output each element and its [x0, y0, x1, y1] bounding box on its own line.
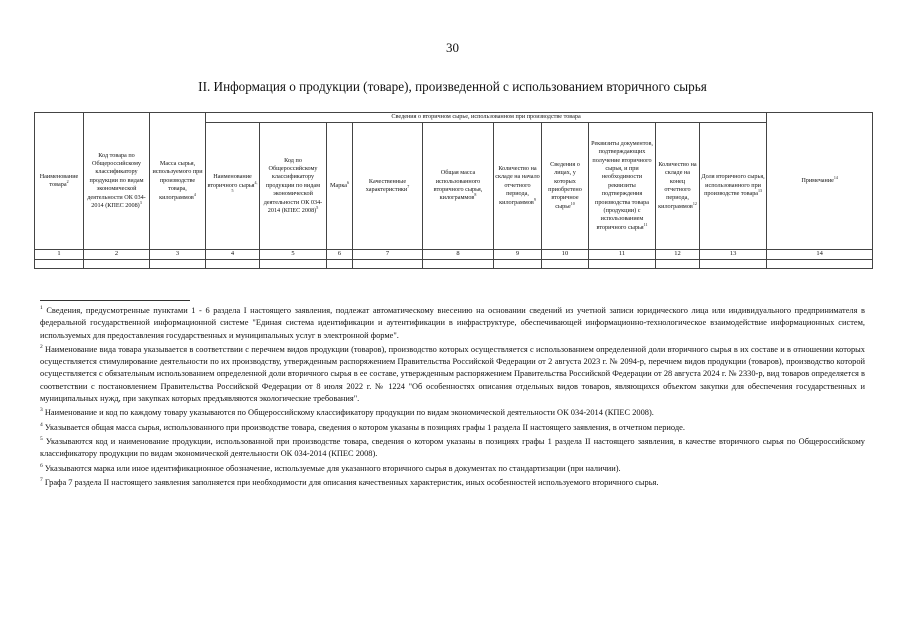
empty-cell[interactable]: [353, 259, 423, 268]
empty-cell[interactable]: [589, 259, 656, 268]
column-header-label: Код товара по Общероссийскому классификатору продукции по видам экономической деятельности ОК 034-2014 (КПЕС 2008): [87, 151, 146, 209]
column-header-label: Количество на складе на начало отчетного периода, килограммов: [495, 165, 540, 206]
footnote-text: Указывается общая масса сырья, использованного при производстве товара, сведения о котором указаны в позициях графы 1 раздела II настоящего заявления, в отчетном периоде.: [42, 422, 685, 432]
footnote-number: 6: [40, 462, 43, 469]
footnote: [40, 477, 865, 489]
footnote-ref: 13: [758, 188, 763, 194]
empty-cell[interactable]: [542, 259, 589, 268]
empty-cell[interactable]: [494, 259, 542, 268]
footnotes: [40, 305, 865, 491]
column-header-label: Качественные характеристики: [365, 177, 408, 193]
header-cell: [35, 113, 84, 250]
footnote-ref: 10: [570, 200, 575, 206]
header-cell: [150, 113, 206, 250]
column-header-label: Код по Общероссийскому классификатору продукции по видам экономической деятельности ОК 034-2014 (КПЕС 2008): [263, 156, 323, 214]
footnote-ref: 5: [316, 204, 319, 210]
column-number: 3: [150, 250, 206, 260]
section-title: II. Информация о продукции (товаре), произведенной с использованием вторичного сырья: [198, 79, 707, 94]
empty-cell[interactable]: [767, 259, 873, 268]
header-cell: [542, 123, 589, 250]
footnote-ref: 2: [66, 178, 69, 184]
empty-cell[interactable]: [700, 259, 767, 268]
column-number: 11: [589, 250, 656, 260]
column-number: 6: [327, 250, 353, 260]
column-header-label: Сведения о лицах, у которых приобретено вторичное сырье: [548, 160, 582, 210]
empty-cell[interactable]: [84, 259, 150, 268]
column-number: 2: [84, 250, 150, 260]
header-cell: [656, 123, 700, 250]
column-number: 14: [767, 250, 873, 260]
footnote-text: Наименование и код по каждому товару указываются по Общероссийскому классификатору продукции по видам экономической деятельности ОК 034-2014 (КПЕС 2008).: [42, 408, 654, 418]
column-header-label: Наименование товара: [39, 172, 79, 188]
footnote-ref: 7: [407, 183, 410, 189]
footnote-ref: 9: [533, 196, 536, 202]
footnote-ref: 4, 5: [231, 179, 258, 194]
footnote-text: Указываются марка или иное идентификационное обозначение, используемые для указанного вторичного сырья в документах по стандартизации (при наличии).: [42, 463, 621, 473]
column-header-label: Общая масса использованного вторичного сырья, килограммов: [433, 169, 483, 202]
column-header-label: Наименование вторичного сырья: [207, 173, 255, 189]
footnote-number: 2: [40, 344, 43, 351]
footnote-ref: 14: [833, 174, 838, 180]
footnote-separator: [40, 300, 190, 301]
empty-cell[interactable]: [327, 259, 353, 268]
footnote-number: 5: [40, 436, 43, 443]
footnote: [40, 305, 865, 342]
column-number: 1: [35, 250, 84, 260]
column-number: 8: [423, 250, 494, 260]
column-number: 10: [542, 250, 589, 260]
empty-cell[interactable]: [656, 259, 700, 268]
header-cell: [423, 123, 494, 250]
footnote-number: 1: [40, 305, 43, 312]
header-cell: [589, 123, 656, 250]
column-header-label: Примечание: [801, 176, 834, 184]
column-number: 13: [700, 250, 767, 260]
footnote-text: Сведения, предусмотренные пунктами 1 - 6 раздела I настоящего заявления, подлежат автоматическому внесению на основании сведений из учетной записи юридического лица или индивидуального предпринимателя в федеральной государственной информационной системе "Единая система идентификации и аутентификации в инфраструктуре, обеспечивающей информационно-технологическое взаимодействие информационных систем, используемых для предоставления государственных и муниципальных услуг в электронной форме".: [40, 306, 865, 340]
header-cell: [84, 113, 150, 250]
column-header-label: Доля вторичного сырья, использованного при производстве товара: [701, 173, 765, 198]
footnote: [40, 422, 865, 434]
footnote-ref: 8: [474, 192, 477, 198]
empty-cell[interactable]: [150, 259, 206, 268]
header-cell: [327, 123, 353, 250]
footnote-number: 7: [40, 477, 43, 484]
footnote-ref: 11: [643, 221, 648, 227]
column-header-label: Количество на складе на конец отчетного периода, килограммов: [658, 160, 697, 210]
column-header-label: Реквизиты документов, подтверждающих получение вторичного сырья, и при необходимости реквизиты подтверждения производства товара (продукции) с использованием вторичного сырья: [591, 140, 653, 231]
footnote-number: 3: [40, 407, 43, 414]
page-number: 30: [446, 40, 459, 55]
footnote-ref: 12: [692, 200, 697, 206]
header-cell: [260, 123, 327, 250]
column-number: 4: [206, 250, 260, 260]
footnote-text: Наименование вида товара указывается в соответствии с перечнем видов продукции (товаров), производство которых осуществляется с использованием определенной доли вторичного сырья в их составе и в отношении которых осуществляется стимулирование деятельности по их производству, утвержденным распоряжением Правительства Российской Федерации от 2 августа 2023 г. № 2094-р, перечнем видов продукции (товаров), производство которой осуществляется с обязательным использованием определенной доли вторичного сырья в ее составе, утвержденным распоряжением Правительства Российской Федерации от 28 августа 2024 г. № 2330-р, вид товаров определяется в соответствии с постановлением Правительства Российской Федерации от 8 июля 2022 г. № 1224 "Об особенностях описания отдельных видов товаров, являющихся объектом закупки для обеспечения государственных и муниципальных нужд, при закупках которых предъявляются экологические требования".: [40, 344, 865, 404]
header-cell: [767, 113, 873, 250]
footnote-number: 4: [40, 421, 43, 428]
column-number: 12: [656, 250, 700, 260]
empty-cell[interactable]: [206, 259, 260, 268]
group-header: Сведения о вторичном сырье, использованном при производстве товара: [206, 113, 767, 123]
secondary-raw-materials-table: [34, 112, 873, 269]
header-cell: [494, 123, 542, 250]
footnote-text: Указываются код и наименование продукции, использованной при производстве товара, сведения о котором указаны в позициях графы 1 раздела II настоящего заявления, в качестве вторичного сырья по Общероссийскому классификатору продукции по видам экономической деятельности ОК 034-2014 (КПЕС 2008).: [40, 436, 865, 459]
header-cell: [353, 123, 423, 250]
header-cell: [206, 123, 260, 250]
footnote-text: Графа 7 раздела II настоящего заявления заполняется при необходимости для описания качественных характеристик, иных особенностей используемого вторичного сырья.: [42, 477, 659, 487]
column-header-label: Марка: [329, 181, 347, 189]
empty-cell[interactable]: [35, 259, 84, 268]
footnote: [40, 344, 865, 405]
footnote-ref: 4: [193, 191, 196, 197]
column-number: 5: [260, 250, 327, 260]
footnote-ref: 6: [347, 179, 349, 185]
footnote: [40, 436, 865, 461]
column-number: 9: [494, 250, 542, 260]
footnote-ref: 3: [139, 199, 142, 205]
column-number-row: [35, 250, 873, 260]
column-number: 7: [353, 250, 423, 260]
column-header-label: Масса сырья, используемого при производстве товара, килограммов: [152, 160, 203, 201]
empty-data-row[interactable]: [35, 259, 873, 268]
footnote: [40, 463, 865, 475]
header-cell: [700, 123, 767, 250]
empty-cell[interactable]: [423, 259, 494, 268]
empty-cell[interactable]: [260, 259, 327, 268]
footnote: [40, 407, 865, 419]
